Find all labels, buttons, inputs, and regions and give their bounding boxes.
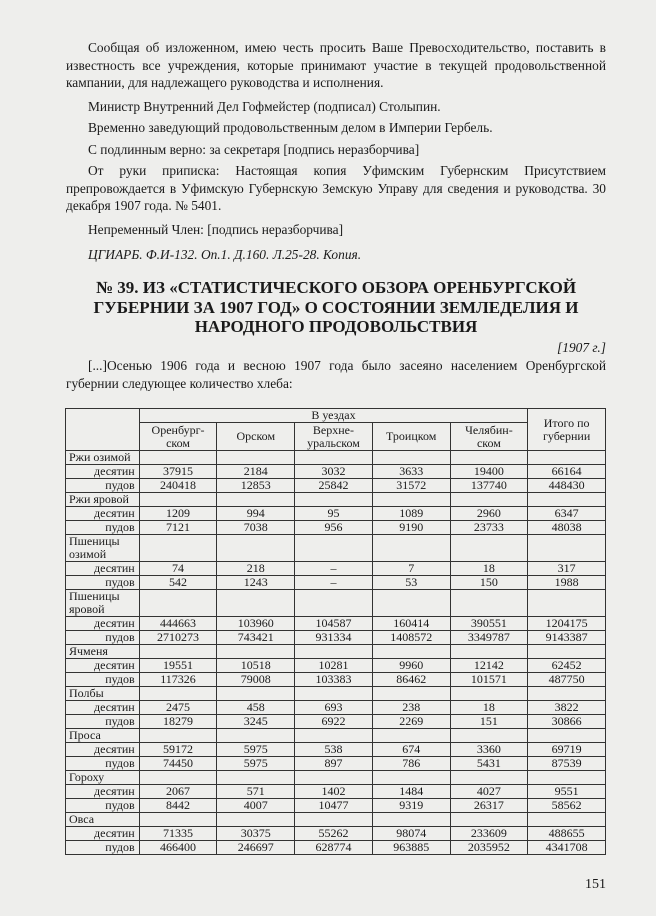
- value-cell: 74450: [139, 757, 217, 771]
- empty-cell: [217, 590, 295, 617]
- empty-cell: [217, 645, 295, 659]
- value-cell: 5975: [217, 743, 295, 757]
- empty-cell: [217, 535, 295, 562]
- value-cell: 240418: [139, 479, 217, 493]
- empty-cell: [139, 771, 217, 785]
- unit-label: пудов: [66, 841, 140, 855]
- value-cell: 218: [217, 562, 295, 576]
- paragraph: От руки приписка: Настоящая копия Уфимским Губернским Присутствием препровождается в Уфимскую Губернскую Земскую Управу для сведения и руководства. 30 декабря 1907 года. № 5401.: [66, 163, 606, 213]
- table-row: [66, 673, 606, 687]
- group-label: Ячменя: [66, 645, 140, 659]
- value-cell: 5431: [450, 757, 528, 771]
- empty-cell: [139, 535, 217, 562]
- table-row: [66, 465, 606, 479]
- value-cell: 466400: [139, 841, 217, 855]
- total-cell: 87539: [528, 757, 606, 771]
- value-cell: 79008: [217, 673, 295, 687]
- group-row: [66, 535, 606, 562]
- empty-cell: [450, 493, 528, 507]
- total-cell: 62452: [528, 659, 606, 673]
- empty-cell: [139, 451, 217, 465]
- value-cell: 8442: [139, 799, 217, 813]
- value-cell: 26317: [450, 799, 528, 813]
- group-header: В уездах: [139, 409, 528, 423]
- total-cell: 66164: [528, 465, 606, 479]
- group-row: [66, 645, 606, 659]
- group-row: [66, 493, 606, 507]
- value-cell: 74: [139, 562, 217, 576]
- empty-cell: [528, 771, 606, 785]
- group-label: Овса: [66, 813, 140, 827]
- group-row: [66, 771, 606, 785]
- value-cell: 238: [372, 701, 450, 715]
- group-label: Полбы: [66, 687, 140, 701]
- empty-cell: [217, 813, 295, 827]
- value-cell: 1243: [217, 576, 295, 590]
- value-cell: 137740: [450, 479, 528, 493]
- empty-cell: [139, 590, 217, 617]
- archive-source: ЦГИАРБ. Ф.И-132. Оп.1. Д.160. Л.25-28. Копия.: [88, 247, 362, 262]
- empty-cell: [372, 493, 450, 507]
- empty-cell: [295, 645, 373, 659]
- table-row: [66, 507, 606, 521]
- value-cell: 956: [295, 521, 373, 535]
- total-cell: 487750: [528, 673, 606, 687]
- unit-label: десятин: [66, 562, 140, 576]
- empty-cell: [528, 729, 606, 743]
- unit-label: десятин: [66, 701, 140, 715]
- value-cell: 4007: [217, 799, 295, 813]
- paragraph: С подлинным верно: за секретаря [подпись неразборчива]: [88, 141, 420, 157]
- unit-label: десятин: [66, 617, 140, 631]
- unit-label: десятин: [66, 827, 140, 841]
- group-label: Гороху: [66, 771, 140, 785]
- value-cell: 2184: [217, 465, 295, 479]
- value-cell: 150: [450, 576, 528, 590]
- unit-label: десятин: [66, 465, 140, 479]
- empty-cell: [295, 813, 373, 827]
- total-cell: 4341708: [528, 841, 606, 855]
- unit-label: пудов: [66, 799, 140, 813]
- value-cell: 1209: [139, 507, 217, 521]
- value-cell: 31572: [372, 479, 450, 493]
- value-cell: 30375: [217, 827, 295, 841]
- empty-cell: [528, 590, 606, 617]
- value-cell: 2475: [139, 701, 217, 715]
- total-cell: 58562: [528, 799, 606, 813]
- value-cell: 963885: [372, 841, 450, 855]
- total-cell: 9551: [528, 785, 606, 799]
- value-cell: 4027: [450, 785, 528, 799]
- total-cell: 30866: [528, 715, 606, 729]
- unit-label: десятин: [66, 507, 140, 521]
- column-header: Оренбург-ском: [139, 423, 217, 451]
- value-cell: 9190: [372, 521, 450, 535]
- table-row: [66, 576, 606, 590]
- document-date: [1907 г.]: [557, 340, 606, 355]
- total-cell: 1204175: [528, 617, 606, 631]
- empty-cell: [217, 493, 295, 507]
- value-cell: –: [295, 562, 373, 576]
- paragraph: Сообщая об изложенном, имею честь просить Ваше Превосходительство, поставить в известность все учреждения, которые принимают участие в текущей продовольственной кампании, для надлежащего руководства и исполнения.: [66, 40, 606, 90]
- column-header: Верхне-уральском: [295, 423, 373, 451]
- empty-cell: [295, 451, 373, 465]
- intro-text: [...]Осенью 1906 года и весною 1907 года было засеяно населением Оренбургской губернии следующее количество хлеба:: [66, 358, 606, 391]
- table-row: [66, 785, 606, 799]
- value-cell: 693: [295, 701, 373, 715]
- value-cell: 897: [295, 757, 373, 771]
- value-cell: 1484: [372, 785, 450, 799]
- group-row: [66, 451, 606, 465]
- value-cell: 931334: [295, 631, 373, 645]
- value-cell: 18279: [139, 715, 217, 729]
- empty-cell: [295, 771, 373, 785]
- empty-cell: [450, 729, 528, 743]
- value-cell: 103960: [217, 617, 295, 631]
- table-row: [66, 617, 606, 631]
- empty-cell: [528, 451, 606, 465]
- total-cell: 317: [528, 562, 606, 576]
- value-cell: 674: [372, 743, 450, 757]
- value-cell: 3360: [450, 743, 528, 757]
- total-cell: 448430: [528, 479, 606, 493]
- table-row: [66, 715, 606, 729]
- value-cell: 18: [450, 701, 528, 715]
- paragraph: Непременный Член: [подпись неразборчива]: [88, 221, 344, 237]
- value-cell: 95: [295, 507, 373, 521]
- group-label: Пшеницы яровой: [66, 590, 140, 617]
- value-cell: 571: [217, 785, 295, 799]
- value-cell: 104587: [295, 617, 373, 631]
- paragraph: Временно заведующий продовольственным делом в Империи Гербель.: [88, 120, 493, 135]
- group-row: [66, 813, 606, 827]
- value-cell: 53: [372, 576, 450, 590]
- value-cell: 19400: [450, 465, 528, 479]
- value-cell: 3349787: [450, 631, 528, 645]
- empty-cell: [450, 813, 528, 827]
- unit-label: пудов: [66, 673, 140, 687]
- value-cell: 444663: [139, 617, 217, 631]
- value-cell: 23733: [450, 521, 528, 535]
- empty-cell: [295, 687, 373, 701]
- group-label: Ржи озимой: [66, 451, 140, 465]
- empty-cell: [372, 645, 450, 659]
- value-cell: 18: [450, 562, 528, 576]
- unit-label: пудов: [66, 757, 140, 771]
- total-cell: 9143387: [528, 631, 606, 645]
- table-row: [66, 701, 606, 715]
- empty-cell: [528, 687, 606, 701]
- value-cell: 2710273: [139, 631, 217, 645]
- value-cell: 6922: [295, 715, 373, 729]
- empty-cell: [528, 813, 606, 827]
- empty-cell: [295, 493, 373, 507]
- group-label: Ржи яровой: [66, 493, 140, 507]
- value-cell: 5975: [217, 757, 295, 771]
- unit-label: пудов: [66, 576, 140, 590]
- empty-cell: [295, 535, 373, 562]
- value-cell: 160414: [372, 617, 450, 631]
- value-cell: 12142: [450, 659, 528, 673]
- value-cell: 10518: [217, 659, 295, 673]
- empty-cell: [528, 645, 606, 659]
- value-cell: 37915: [139, 465, 217, 479]
- value-cell: 86462: [372, 673, 450, 687]
- total-cell: 3822: [528, 701, 606, 715]
- value-cell: 233609: [450, 827, 528, 841]
- unit-label: пудов: [66, 479, 140, 493]
- value-cell: 10281: [295, 659, 373, 673]
- empty-cell: [372, 535, 450, 562]
- value-cell: 71335: [139, 827, 217, 841]
- total-cell: 69719: [528, 743, 606, 757]
- unit-label: пудов: [66, 631, 140, 645]
- empty-cell: [139, 687, 217, 701]
- empty-cell: [217, 729, 295, 743]
- total-cell: 1988: [528, 576, 606, 590]
- total-cell: 6347: [528, 507, 606, 521]
- value-cell: 743421: [217, 631, 295, 645]
- empty-cell: [372, 771, 450, 785]
- total-cell: 48038: [528, 521, 606, 535]
- value-cell: 2960: [450, 507, 528, 521]
- empty-cell: [450, 590, 528, 617]
- table-row: [66, 743, 606, 757]
- value-cell: 7038: [217, 521, 295, 535]
- value-cell: 786: [372, 757, 450, 771]
- value-cell: 3032: [295, 465, 373, 479]
- empty-cell: [450, 645, 528, 659]
- group-row: [66, 590, 606, 617]
- value-cell: 19551: [139, 659, 217, 673]
- empty-cell: [217, 687, 295, 701]
- unit-label: десятин: [66, 785, 140, 799]
- page-number: 151: [585, 877, 606, 892]
- unit-label: десятин: [66, 743, 140, 757]
- unit-label: пудов: [66, 521, 140, 535]
- empty-cell: [139, 645, 217, 659]
- empty-cell: [372, 590, 450, 617]
- empty-cell: [139, 729, 217, 743]
- empty-cell: [372, 687, 450, 701]
- paragraph: Министр Внутренний Дел Гофмейстер (подписал) Столыпин.: [88, 98, 441, 114]
- empty-cell: [450, 771, 528, 785]
- value-cell: 542: [139, 576, 217, 590]
- value-cell: 25842: [295, 479, 373, 493]
- table-row: [66, 521, 606, 535]
- value-cell: 628774: [295, 841, 373, 855]
- column-header: Орском: [217, 423, 295, 451]
- empty-cell: [528, 493, 606, 507]
- value-cell: 3633: [372, 465, 450, 479]
- value-cell: 2269: [372, 715, 450, 729]
- empty-cell: [217, 771, 295, 785]
- empty-cell: [295, 729, 373, 743]
- empty-cell: [139, 493, 217, 507]
- value-cell: 117326: [139, 673, 217, 687]
- value-cell: 7: [372, 562, 450, 576]
- value-cell: 2035952: [450, 841, 528, 855]
- table-row: [66, 799, 606, 813]
- table-row: [66, 631, 606, 645]
- group-label: Пшеницы озимой: [66, 535, 140, 562]
- value-cell: 1408572: [372, 631, 450, 645]
- unit-label: пудов: [66, 715, 140, 729]
- value-cell: 7121: [139, 521, 217, 535]
- group-label: Проса: [66, 729, 140, 743]
- value-cell: 101571: [450, 673, 528, 687]
- column-header: Троицком: [372, 423, 450, 451]
- table-row: [66, 757, 606, 771]
- empty-cell: [372, 729, 450, 743]
- empty-cell: [450, 535, 528, 562]
- total-header: Итого по губернии: [528, 409, 606, 451]
- value-cell: 9319: [372, 799, 450, 813]
- value-cell: 994: [217, 507, 295, 521]
- value-cell: 1089: [372, 507, 450, 521]
- value-cell: 151: [450, 715, 528, 729]
- value-cell: 1402: [295, 785, 373, 799]
- total-cell: 488655: [528, 827, 606, 841]
- corner-cell: [66, 409, 140, 451]
- column-header: Челябин-ском: [450, 423, 528, 451]
- value-cell: 246697: [217, 841, 295, 855]
- empty-cell: [139, 813, 217, 827]
- empty-cell: [450, 451, 528, 465]
- group-row: [66, 687, 606, 701]
- value-cell: 2067: [139, 785, 217, 799]
- table-row: [66, 827, 606, 841]
- value-cell: –: [295, 576, 373, 590]
- value-cell: 12853: [217, 479, 295, 493]
- value-cell: 9960: [372, 659, 450, 673]
- empty-cell: [217, 451, 295, 465]
- table-row: [66, 479, 606, 493]
- grain-sown-table: [65, 408, 606, 855]
- letter-body: [66, 39, 606, 268]
- group-row: [66, 729, 606, 743]
- value-cell: 3245: [217, 715, 295, 729]
- table-row: [66, 659, 606, 673]
- empty-cell: [450, 687, 528, 701]
- unit-label: десятин: [66, 659, 140, 673]
- value-cell: 103383: [295, 673, 373, 687]
- value-cell: 458: [217, 701, 295, 715]
- value-cell: 390551: [450, 617, 528, 631]
- table-row: [66, 562, 606, 576]
- table-row: [66, 841, 606, 855]
- document-title: № 39. ИЗ «СТАТИСТИЧЕСКОГО ОБЗОРА ОРЕНБУРГСКОЙ ГУБЕРНИИ ЗА 1907 ГОД» О СОСТОЯНИИ ЗЕМЛЕДЕЛИЯ И НАРОДНОГО ПРОДОВОЛЬСТВИЯ: [93, 278, 579, 336]
- value-cell: 538: [295, 743, 373, 757]
- value-cell: 55262: [295, 827, 373, 841]
- empty-cell: [528, 535, 606, 562]
- value-cell: 98074: [372, 827, 450, 841]
- empty-cell: [372, 451, 450, 465]
- value-cell: 59172: [139, 743, 217, 757]
- empty-cell: [295, 590, 373, 617]
- value-cell: 10477: [295, 799, 373, 813]
- empty-cell: [372, 813, 450, 827]
